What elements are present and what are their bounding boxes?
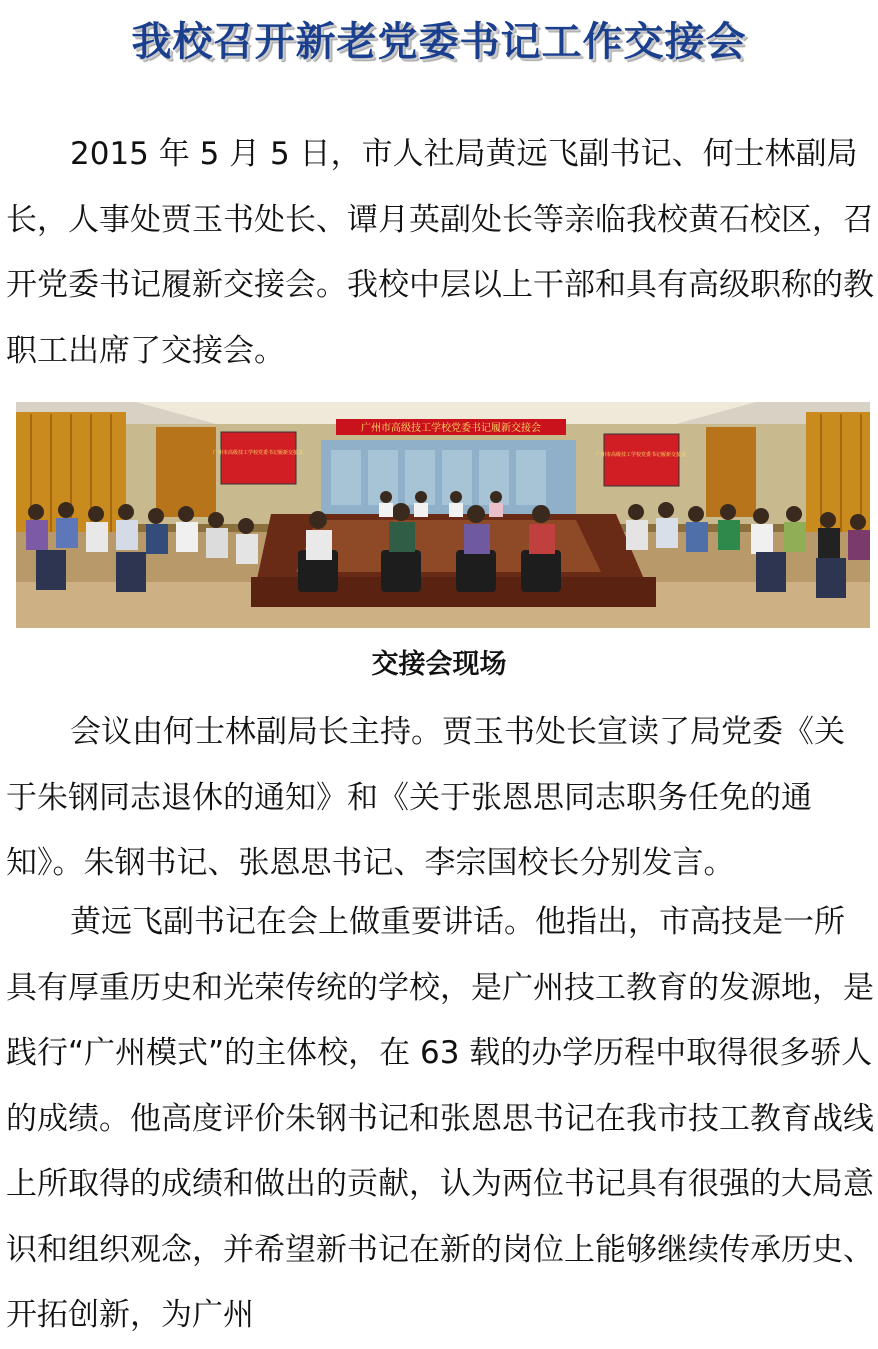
article-title: 我校召开新老党委书记工作交接会	[131, 19, 747, 65]
paragraph-meeting-text: 会议由何士林副局长主持。贾玉书处长宣读了局党委《关于朱钢同志退休的通知》和《关于张恩思同志职务任免的通知》。朱钢书记、张恩思书记、李宗国校长分别发言。	[6, 714, 845, 881]
screen-left-text: 广州市高级技工学校党委书记履新交接会	[212, 450, 304, 456]
paragraph-speech-text: 黄远飞副书记在会上做重要讲话。他指出，市高技是一所具有厚重历史和光荣传统的学校，是广州技工教育的发源地，是践行“广州模式”的主体校，在 63 载的办学历程中取得很多骄人的成绩。他高度评价朱钢书记和张恩思书记在我市技工教育战线上所取得的成绩和做出的贡献，认为两位书记具有很强的大局意识和组织观念，并希望新书记在新的岗位上能够继续传承历史、开拓创新，为广州	[6, 904, 874, 1333]
photo-caption: 交接会现场	[371, 649, 507, 680]
banner-text: 广州市高级技工学校党委书记履新交接会	[361, 423, 541, 434]
paragraph-speech	[6, 890, 874, 1349]
paragraph-meeting	[6, 700, 874, 897]
paragraph-intro-text: 2015 年 5 月 5 日，市人社局黄远飞副书记、何士林副局长，人事处贾玉书处长、谭月英副处长等亲临我校黄石校区，召开党委书记履新交接会。我校中层以上干部和具有高级职称的教职工出席了交接会。	[6, 136, 874, 369]
screen-right-text: 广州市高级技工学校党委书记履新交接会	[595, 452, 687, 458]
meeting-room-illustration	[16, 402, 870, 628]
meeting-photo	[16, 402, 870, 628]
paragraph-intro	[6, 122, 874, 384]
